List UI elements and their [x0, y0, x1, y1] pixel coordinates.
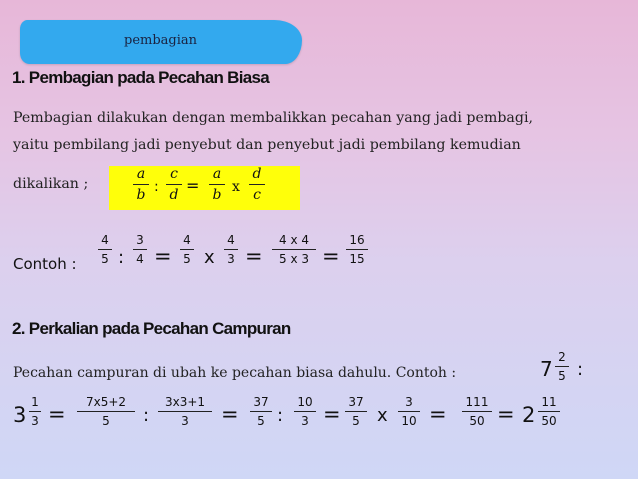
- fraction-numerator: a: [136, 166, 146, 182]
- colon-symbol: :: [118, 247, 125, 268]
- fraction-denominator: b: [136, 187, 146, 203]
- section1-line2: yaitu pembilang jadi penyebut dan penyebut jadi pembilang kemudian: [13, 137, 521, 153]
- times-symbol: x: [377, 405, 388, 426]
- fraction-denominator: 15: [349, 252, 365, 266]
- calc-fraction-f: [398, 395, 420, 428]
- fraction-numerator: 16: [349, 233, 365, 247]
- calc-mixed-whole: 3: [13, 403, 27, 427]
- fraction-bar: [462, 411, 492, 412]
- formula-fraction-1: [133, 166, 149, 203]
- times-symbol: x: [232, 179, 240, 195]
- fraction-numerator: 4: [227, 233, 235, 247]
- fraction-denominator: 10: [401, 414, 417, 428]
- fraction-numerator: 37: [348, 395, 364, 409]
- equals-symbol: =: [323, 402, 341, 426]
- fraction-numerator: 4 x 4: [279, 233, 309, 247]
- fraction-numerator: 111: [465, 395, 489, 409]
- fraction-denominator: 5 x 3: [279, 252, 309, 266]
- fraction-denominator: c: [253, 187, 261, 203]
- fraction-numerator: 3: [405, 395, 413, 409]
- section1-heading: 1. Pembagian pada Pecahan Biasa: [12, 68, 270, 87]
- equals-symbol: =: [154, 244, 172, 268]
- fraction-bar: [398, 411, 420, 412]
- fraction-denominator: 3: [227, 252, 235, 266]
- fraction-denominator: 5: [352, 414, 360, 428]
- calc-mixed-fraction: [29, 395, 41, 428]
- calc-fraction-c: [250, 395, 272, 428]
- fraction-numerator: 37: [253, 395, 269, 409]
- result-fraction: [538, 395, 560, 428]
- section1-line3: dikalikan ;: [13, 176, 89, 192]
- fraction-bar: [77, 411, 135, 412]
- fraction-bar: [166, 184, 182, 185]
- example-fraction-e: [272, 233, 316, 266]
- fraction-numerator: a: [212, 166, 222, 182]
- fraction-numerator: 3: [136, 233, 144, 247]
- fraction-numerator: 1: [31, 395, 39, 409]
- equals-symbol: =: [48, 402, 66, 426]
- mixed-fraction: [555, 350, 569, 383]
- equals-symbol: =: [245, 244, 263, 268]
- fraction-denominator: 5: [102, 414, 110, 428]
- example-fraction-d: [224, 233, 238, 266]
- result-whole: 2: [522, 403, 536, 427]
- fraction-denominator: 3: [31, 414, 39, 428]
- fraction-bar: [98, 249, 112, 250]
- formula-fraction-2: [166, 166, 182, 203]
- fraction-bar: [224, 249, 238, 250]
- fraction-numerator: 3x3+1: [164, 395, 206, 409]
- fraction-numerator: 4: [101, 233, 109, 247]
- calc-fraction-g: [462, 395, 492, 428]
- fraction-denominator: 50: [541, 414, 557, 428]
- formula-fraction-3: [209, 166, 225, 203]
- calc-fraction-b: [158, 395, 212, 428]
- calc-fraction-d: [294, 395, 316, 428]
- equals-symbol: =: [221, 402, 239, 426]
- colon-symbol: :: [143, 405, 150, 426]
- example-fraction-result: [346, 233, 368, 266]
- fraction-bar: [345, 411, 367, 412]
- section2-line1: Pecahan campuran di ubah ke pecahan biasa dahulu. Contoh :: [13, 365, 457, 381]
- fraction-denominator: 5: [183, 252, 191, 266]
- equals-symbol: =: [497, 402, 515, 426]
- fraction-bar: [249, 184, 265, 185]
- fraction-denominator: b: [212, 187, 222, 203]
- example-fraction-a: [98, 233, 112, 266]
- fraction-bar: [158, 411, 212, 412]
- colon-symbol: :: [154, 179, 159, 195]
- fraction-denominator: 50: [469, 414, 485, 428]
- fraction-denominator: 5: [101, 252, 109, 266]
- fraction-bar: [250, 411, 272, 412]
- example-fraction-b: [133, 233, 147, 266]
- example-fraction-c: [180, 233, 194, 266]
- fraction-denominator: d: [169, 187, 179, 203]
- fraction-bar: [209, 184, 225, 185]
- fraction-numerator: c: [170, 166, 178, 182]
- times-symbol: x: [204, 247, 215, 268]
- colon-symbol: :: [577, 359, 584, 380]
- formula-fraction-4: [249, 166, 265, 203]
- fraction-numerator: 4: [183, 233, 191, 247]
- section1-line1: Pembagian dilakukan dengan membalikkan pecahan yang jadi pembagi,: [13, 110, 534, 126]
- calc-fraction-a: [77, 395, 135, 428]
- fraction-denominator: 3: [301, 414, 309, 428]
- fraction-bar: [180, 249, 194, 250]
- colon-symbol: :: [277, 405, 284, 426]
- mixed-whole: 7: [540, 357, 553, 381]
- fraction-bar: [272, 249, 316, 250]
- fraction-bar: [346, 249, 368, 250]
- fraction-numerator: 2: [558, 350, 566, 364]
- fraction-bar: [133, 184, 149, 185]
- equals-symbol: =: [322, 244, 340, 268]
- fraction-numerator: d: [252, 166, 262, 182]
- fraction-denominator: 5: [257, 414, 265, 428]
- equals-symbol: =: [429, 402, 447, 426]
- fraction-denominator: 4: [136, 252, 144, 266]
- fraction-denominator: 5: [558, 369, 566, 383]
- fraction-bar: [133, 249, 147, 250]
- fraction-bar: [29, 411, 41, 412]
- fraction-denominator: 3: [181, 414, 189, 428]
- fraction-bar: [555, 366, 569, 367]
- section2-heading: 2. Perkalian pada Pecahan Campuran: [12, 319, 291, 338]
- equals-symbol: =: [186, 176, 200, 195]
- title-banner: [20, 20, 302, 64]
- banner-title: pembagian: [124, 33, 198, 48]
- fraction-bar: [294, 411, 316, 412]
- calc-fraction-e: [345, 395, 367, 428]
- example-label: Contoh :: [13, 255, 77, 273]
- fraction-numerator: 11: [541, 395, 557, 409]
- fraction-numerator: 7x5+2: [85, 395, 127, 409]
- fraction-bar: [538, 411, 560, 412]
- fraction-numerator: 10: [297, 395, 313, 409]
